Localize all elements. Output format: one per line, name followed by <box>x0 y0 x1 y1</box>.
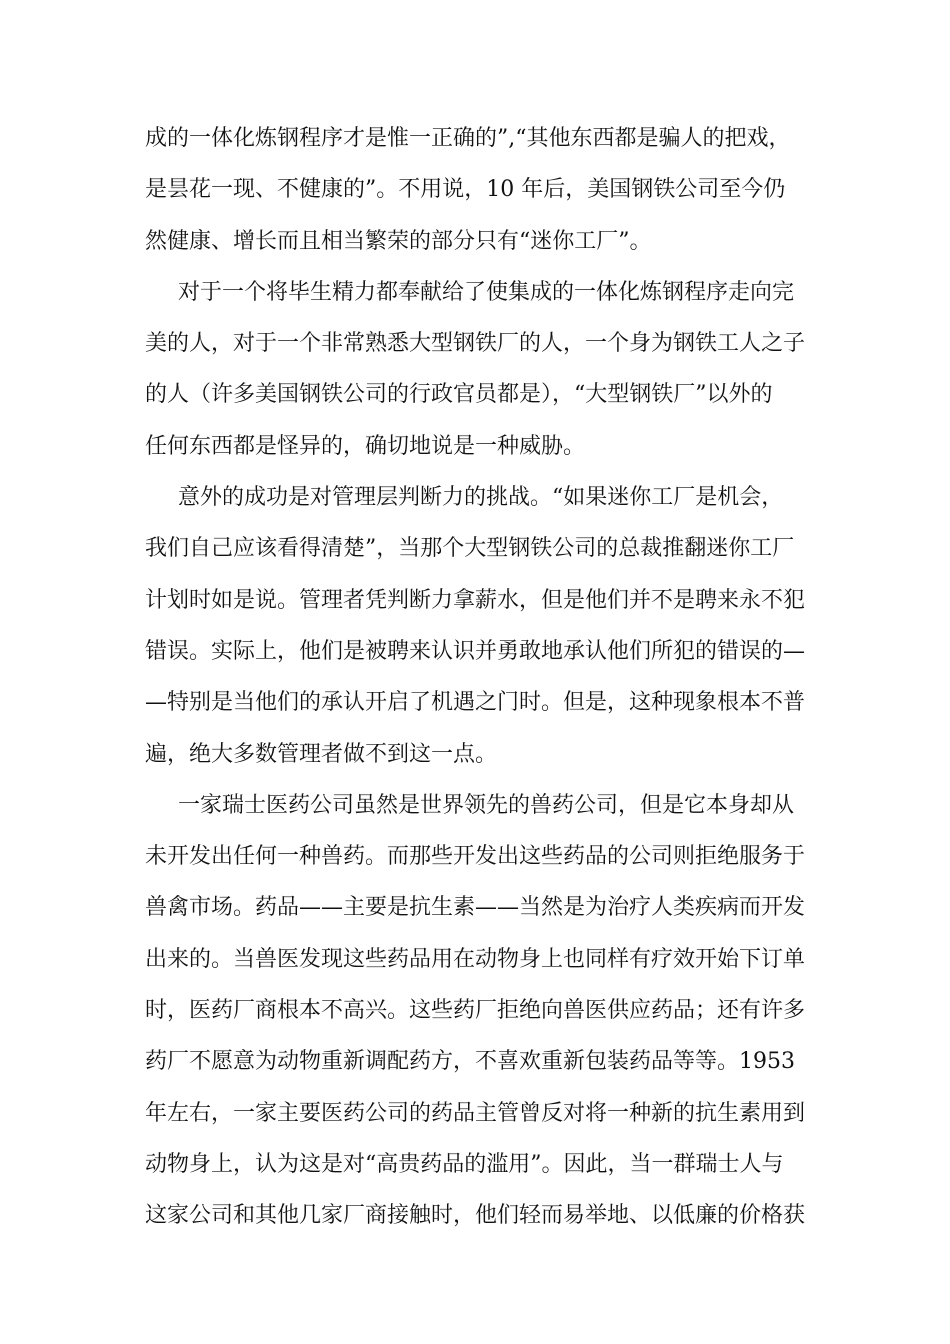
text-line: —特别是当他们的承认开启了机遇之门时。但是，这种现象根本不普 <box>145 690 806 716</box>
text-line: 未开发出任何一种兽药。而那些开发出这些药品的公司则拒绝服务于 <box>145 844 806 870</box>
text-line: 出来的。当兽医发现这些药品用在动物身上也同样有疗效开始下订单 <box>145 946 806 972</box>
body-text <box>145 113 815 1242</box>
text-line: 年左右，一家主要医药公司的药品主管曾反对将一种新的抗生素用到 <box>145 1100 806 1126</box>
text-line: 意外的成功是对管理层判断力的挑战。“如果迷你工厂是机会， <box>178 485 784 511</box>
text-line: 然健康、增长而且相当繁荣的部分只有“迷你工厂”。 <box>145 228 652 254</box>
text-line: 动物身上，认为这是对“高贵药品的滥用”。因此，当一群瑞士人与 <box>145 1151 784 1177</box>
text-line: 兽禽市场。药品——主要是抗生素——当然是为治疗人类疾病而开发 <box>145 895 806 921</box>
text-line: 时，医药厂商根本不高兴。这些药厂拒绝向兽医供应药品；还有许多 <box>145 998 806 1024</box>
text-line: 药厂不愿意为动物重新调配药方，不喜欢重新包装药品等等。1953 <box>145 1049 795 1075</box>
paragraph-4 <box>145 780 815 1242</box>
text-line: 这家公司和其他几家厂商接触时，他们轻而易举地、以低廉的价格获 <box>145 1203 806 1229</box>
text-line: 计划时如是说。管理者凭判断力拿薪水，但是他们并不是聘来永不犯 <box>145 587 806 613</box>
text-line: 错误。实际上，他们是被聘来认识并勇敢地承认他们所犯的错误的— <box>145 638 806 664</box>
text-line: 一家瑞士医药公司虽然是世界领先的兽药公司，但是它本身却从 <box>178 792 795 818</box>
text-line: 美的人，对于一个非常熟悉大型钢铁厂的人，一个身为钢铁工人之子 <box>145 331 806 357</box>
text-line: 我们自己应该看得清楚”，当那个大型钢铁公司的总裁推翻迷你工厂 <box>145 536 795 562</box>
text-line: 遍，绝大多数管理者做不到这一点。 <box>145 741 498 767</box>
text-line: 成的一体化炼钢程序才是惟一正确的”,“其他东西都是骗人的把戏， <box>145 126 791 151</box>
text-line: 的人（许多美国钢铁公司的行政官员都是），“大型钢铁厂”以外的 <box>145 382 773 408</box>
text-line: 对于一个将毕生精力都奉献给了使集成的一体化炼钢程序走向完 <box>178 279 795 305</box>
paragraph-3 <box>145 472 815 780</box>
paragraph-1 <box>145 113 815 267</box>
text-line: 任何东西都是怪异的，确切地说是一种威胁。 <box>145 433 586 459</box>
text-line: 是昙花一现、不健康的”。不用说，10 年后，美国钢铁公司至今仍 <box>145 177 786 203</box>
paragraph-2 <box>145 267 815 472</box>
